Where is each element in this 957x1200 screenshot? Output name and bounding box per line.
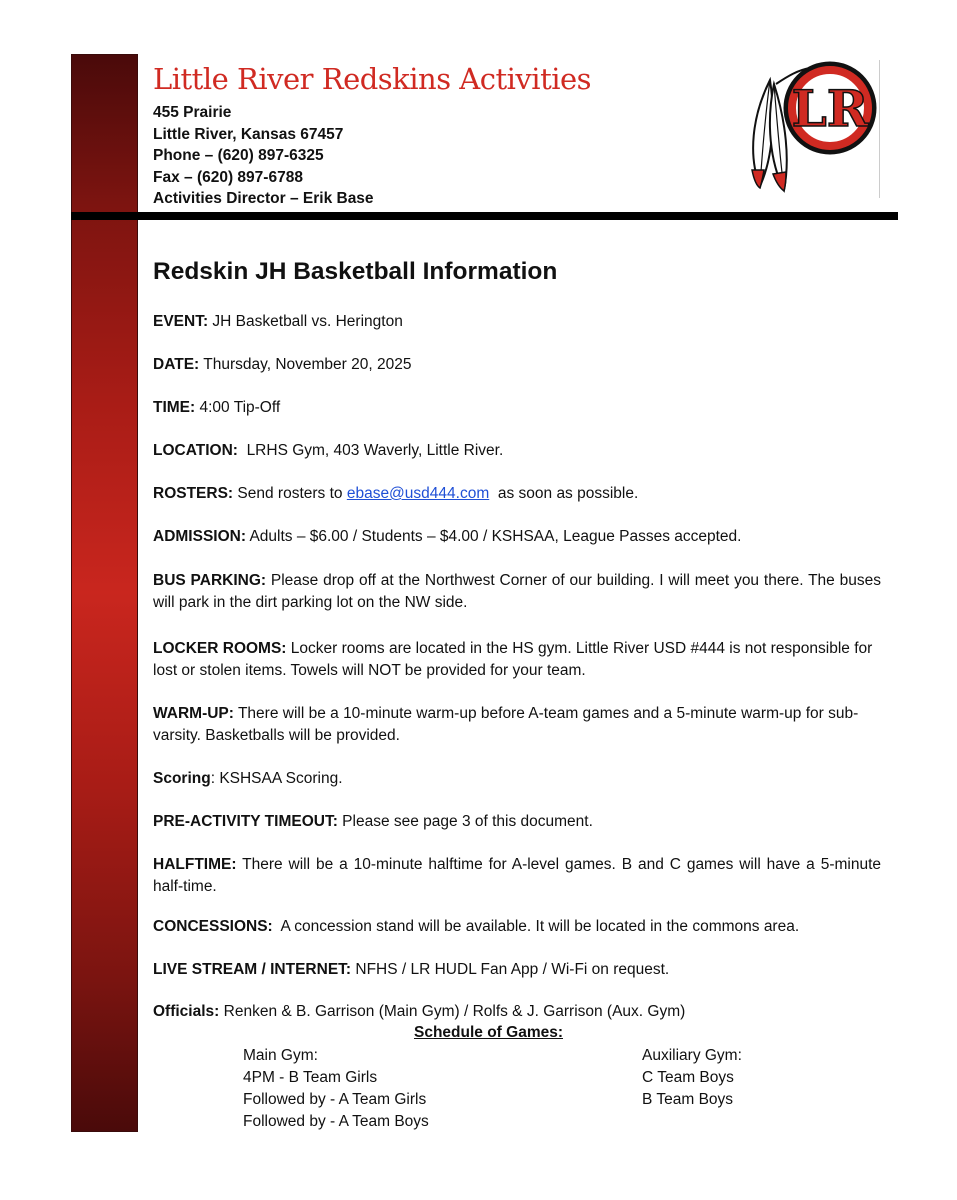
warm-up-label: WARM-UP: — [153, 705, 234, 722]
organization-name: Little River Redskins Activities — [153, 62, 592, 96]
halftime-paragraph — [153, 854, 881, 898]
event-line — [153, 311, 881, 333]
document-title: Redskin JH Basketball Information — [153, 258, 558, 285]
live-stream-label: LIVE STREAM / INTERNET: — [153, 961, 352, 978]
pre-activity-value: Please see page 3 of this document. — [337, 813, 593, 830]
warm-up-paragraph — [153, 703, 881, 747]
rosters-label: ROSTERS: — [153, 485, 234, 502]
schedule-item: B Team Boys — [642, 1091, 734, 1108]
schedule-item: C Team Boys — [642, 1069, 734, 1086]
schedule-item: Followed by - A Team Boys — [243, 1113, 429, 1130]
halftime-label: HALFTIME: — [153, 856, 237, 873]
halftime-value: There will be a 10-minute halftime for A-level games. B and C games will have a 5-minute half-time. — [153, 856, 881, 895]
schedule-item: Followed by - A Team Girls — [243, 1091, 427, 1108]
pre-activity-label: PRE-ACTIVITY TIMEOUT: — [153, 813, 338, 830]
address-city: Little River, Kansas 67457 — [153, 125, 344, 143]
activities-director: Activities Director – Erik Base — [153, 190, 374, 207]
time-value: 4:00 Tip-Off — [195, 399, 281, 416]
event-value: JH Basketball vs. Herington — [208, 313, 403, 330]
scoring-value: : KSHSAA Scoring. — [210, 770, 343, 787]
locker-rooms-label: LOCKER ROOMS: — [153, 640, 287, 657]
admission-value: Adults – $6.00 / Students – $4.00 / KSHSAA, League Passes accepted. — [246, 528, 742, 545]
school-logo — [740, 58, 882, 198]
phone-number: Phone – (620) 897-6325 — [153, 147, 324, 164]
roster-email-link[interactable]: ebase@usd444.com — [346, 485, 490, 502]
locker-rooms-paragraph — [153, 638, 881, 682]
concessions-value: A concession stand will be available. It will be located in the commons area. — [272, 918, 800, 935]
officials-line — [153, 1001, 881, 1023]
time-label: TIME: — [153, 399, 196, 416]
logo-lettering: LR — [791, 79, 869, 138]
officials-value: Renken & B. Garrison (Main Gym) / Rolfs & J. Garrison (Aux. Gym) — [219, 1003, 686, 1020]
locker-rooms-value: Locker rooms are located in the HS gym. Little River USD #444 is not responsible for lost or stolen items. Towels will NOT be provided for your team. — [153, 640, 873, 679]
admission-line — [153, 526, 881, 548]
aux-gym-heading: Auxiliary Gym: — [642, 1047, 742, 1064]
header-divider-rule — [71, 212, 898, 220]
time-line — [153, 397, 881, 419]
warm-up-value: There will be a 10-minute warm-up before A-team games and a 5-minute warm-up for sub-varsity. Basketballs will be provided. — [153, 705, 859, 744]
scoring-label: Scoring — [153, 770, 211, 787]
officials-label: Officials: — [153, 1003, 220, 1020]
date-label: DATE: — [153, 356, 200, 373]
location-value: LRHS Gym, 403 Waverly, Little River. — [237, 442, 504, 459]
schedule-title: Schedule of Games: — [413, 1024, 563, 1041]
fax-number: Fax – (620) 897-6788 — [153, 168, 303, 186]
rosters-line — [153, 483, 881, 505]
location-label: LOCATION: — [153, 442, 238, 459]
event-label: EVENT: — [153, 313, 209, 330]
scoring-line — [153, 768, 881, 790]
logo-divider — [879, 60, 880, 198]
admission-label: ADMISSION: — [153, 528, 246, 545]
address-street: 455 Prairie — [153, 104, 232, 121]
schedule-item: 4PM - B Team Girls — [243, 1069, 378, 1086]
bus-parking-value: Please drop off at the Northwest Corner of our building. I will meet you there. The buses will park in the dirt parking lot on the NW side. — [153, 572, 881, 611]
location-line — [153, 440, 881, 462]
date-value: Thursday, November 20, 2025 — [199, 356, 412, 373]
aux-gym-schedule — [642, 1045, 742, 1111]
rosters-text: Send rosters to — [233, 485, 347, 502]
date-line — [153, 354, 881, 376]
rosters-text-after: as soon as possible. — [489, 485, 639, 502]
concessions-line — [153, 916, 881, 938]
concessions-label: CONCESSIONS: — [153, 918, 273, 935]
bus-parking-paragraph — [153, 570, 881, 614]
live-stream-line — [153, 959, 881, 981]
bus-parking-label: BUS PARKING: — [153, 572, 267, 589]
letterhead — [153, 60, 591, 210]
pre-activity-line — [153, 811, 881, 833]
live-stream-value: NFHS / LR HUDL Fan App / Wi-Fi on request. — [351, 961, 670, 978]
main-gym-schedule — [243, 1045, 429, 1133]
main-gym-heading: Main Gym: — [243, 1047, 318, 1064]
